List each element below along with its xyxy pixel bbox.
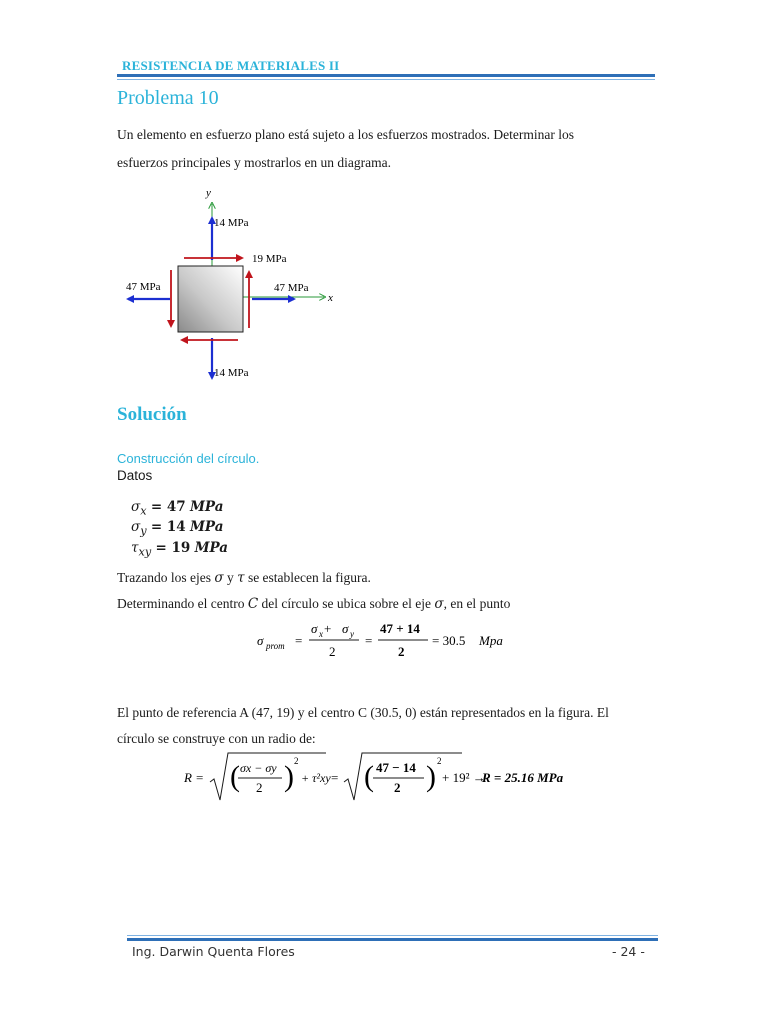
svg-text:=: = (365, 633, 373, 648)
footer-author: Ing. Darwin Quenta Flores (132, 944, 295, 959)
problem-statement-line2: esfuerzos principales y mostrarlos en un diagrama. (117, 155, 392, 170)
svg-text:R: R (184, 770, 192, 785)
header-rule (117, 74, 655, 77)
problem-heading: Problema 10 (117, 87, 219, 109)
svg-text:(: ( (364, 760, 374, 793)
stress-element-diagram (110, 180, 350, 385)
problem-statement-line1: Un elemento en esfuerzo plano está sujeto a los esfuerzos mostrados. Determinar los (117, 127, 574, 142)
top-load-label: 14 MPa (214, 217, 249, 229)
stress-element-box (178, 266, 243, 332)
svg-text:2: 2 (394, 780, 401, 795)
svg-text:47 + 14: 47 + 14 (380, 621, 420, 636)
svg-text:+: + (324, 621, 332, 636)
svg-text:prom: prom (266, 641, 285, 651)
shear-load-label: 19 MPa (252, 253, 287, 265)
svg-text:=: = (295, 633, 303, 648)
svg-text:y: y (350, 629, 354, 639)
svg-text:): ) (426, 760, 436, 793)
svg-text:(: ( (230, 760, 240, 793)
svg-text:σ: σ (257, 633, 264, 648)
left-load-label: 47 MPa (126, 281, 161, 293)
solution-heading: Solución (117, 404, 187, 425)
axes-text: Trazando los ejes σ y τ se establecen la figura. (117, 570, 371, 586)
header-rule-thin (117, 79, 655, 80)
x-axis-label: x (328, 292, 333, 304)
reference-line2: círculo se construye con un radio de: (117, 731, 316, 746)
svg-text:x: x (319, 629, 323, 639)
svg-text:+ 19² →: + 19² → (442, 770, 486, 785)
right-load-label: 47 MPa (274, 282, 309, 294)
footer-rule (127, 938, 658, 941)
center-text: Determinando el centro C del círculo se ubica sobre el eje σ, en el punto (117, 596, 511, 612)
svg-text:2: 2 (294, 756, 299, 766)
svg-text:2: 2 (256, 780, 263, 795)
y-axis-label: y (206, 187, 211, 199)
svg-text:2: 2 (398, 644, 405, 659)
radius-formula (180, 748, 600, 808)
svg-text:σx − σy: σx − σy (240, 761, 277, 775)
reference-line1: El punto de referencia A (47, 19) y el centro C (30.5, 0) están representados en la figura. El (117, 705, 609, 720)
sigma-prom-formula (255, 615, 515, 665)
svg-text:2: 2 (329, 644, 336, 659)
solution-subheading: Construcción del círculo. (117, 451, 260, 466)
sigma-y-line: $\sigma_y = 14$ MPa (131, 519, 224, 538)
svg-text:R = 25.16 MPa: R = 25.16 MPa (482, 770, 564, 785)
tau-xy-line: $\tau_{xy} = 19$ MPa (131, 540, 229, 559)
sigma-x-line: $\sigma_x = 47$ MPa (131, 499, 224, 518)
header-title: RESISTENCIA DE MATERIALES II (122, 58, 340, 73)
datos-label: Datos (117, 468, 153, 483)
svg-text:47 − 14: 47 − 14 (376, 760, 416, 775)
svg-text:= 30.5: = 30.5 (432, 633, 466, 648)
svg-text:+ τ²xy: + τ²xy (301, 771, 331, 785)
svg-text:=: = (196, 770, 204, 785)
footer-rule-thin (127, 935, 658, 936)
svg-text:=: = (331, 770, 339, 785)
svg-text:2: 2 (437, 756, 442, 766)
svg-text:σ: σ (311, 621, 318, 636)
svg-text:): ) (284, 760, 294, 793)
page-number: - 24 - (612, 944, 645, 959)
svg-text:Mpa: Mpa (479, 633, 503, 648)
bottom-load-label: 14 MPa (214, 367, 249, 379)
svg-text:σ: σ (342, 621, 349, 636)
